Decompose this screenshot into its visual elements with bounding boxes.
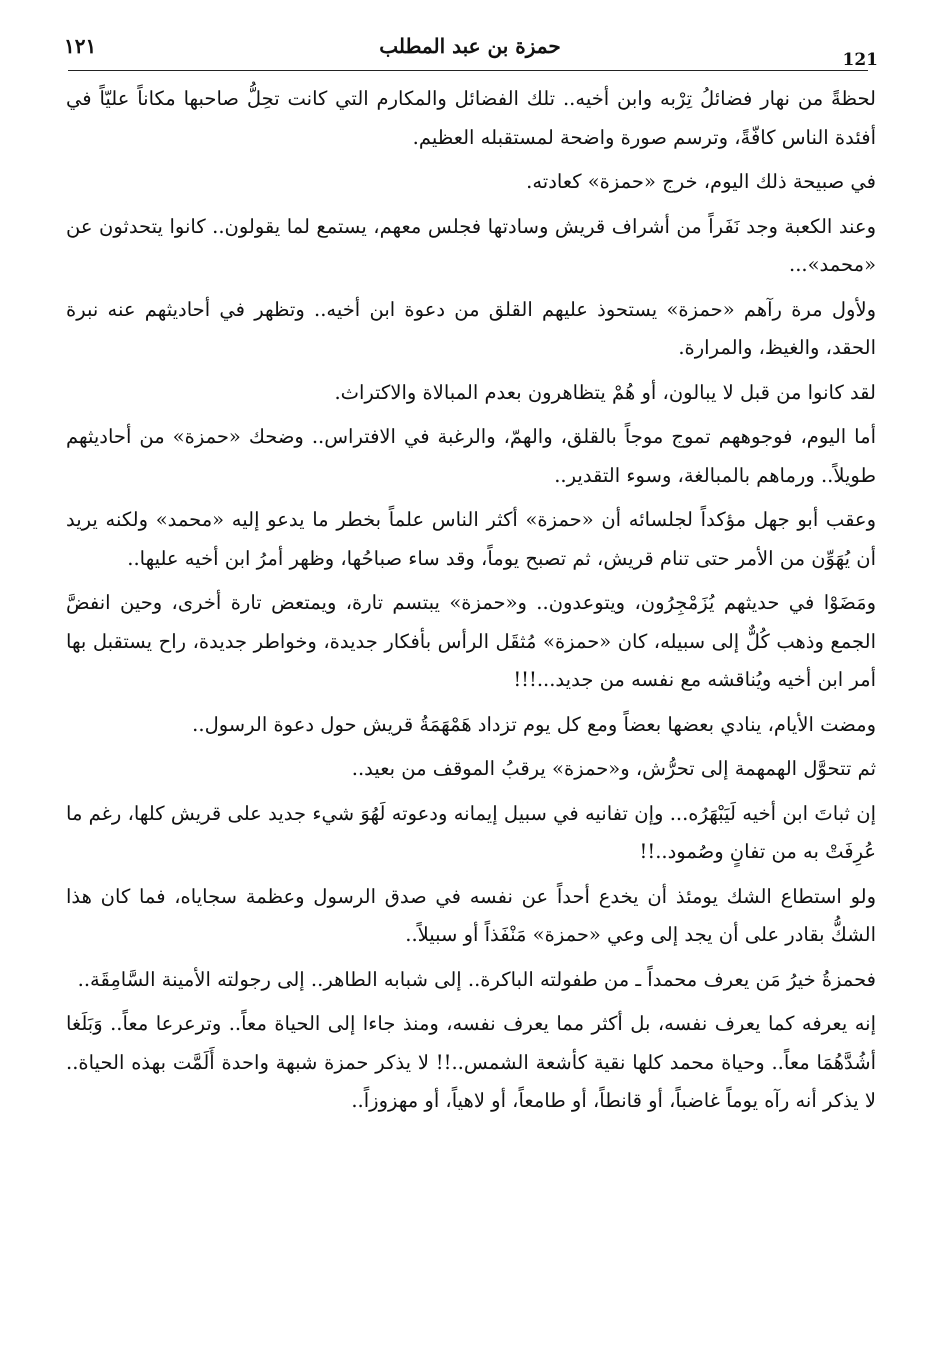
paragraph: ولأول مرة رآهم «حمزة» يستحوذ عليهم القلق من دعوة ابن أخيه.. وتظهر في أحاديثهم عنه نبرة الحقد، والغيظ، والمرارة. [66,297,876,359]
arabic-page-number: ١٢١ [64,34,97,58]
body-text [66,80,876,1310]
page-header [60,30,880,70]
paragraph: أما اليوم، فوجوههم تموج موجاً بالقلق، والهمّ، والرغبة في الافتراس.. وضحك «حمزة» من أحاديثهم طويلاً.. ورماهم بالمبالغة، وسوء التقدير.. [66,425,876,487]
paragraph: لقد كانوا من قبل لا يبالون، أو هُمْ يتظاهرون بعدم المبالاة والاكتراث. [334,380,876,404]
header-rule [68,70,868,71]
paragraph: ومضت الأيام، ينادي بعضها بعضاً ومع كل يوم تزداد هَمْهَمَةُ قريش حول دعوة الرسول.. [192,712,876,736]
paragraph: ومَضَوْا في حديثهم يُزَمْجِرُون، ويتوعدون.. و«حمزة» يبتسم تارة، ويمتعض تارة أخرى، وحين انفضَّ الجمع وذهب كُلٌّ إلى سبيله، كان «حمزة» مُثقَل الرأس بأفكار جديدة، وخواطر جديدة، راح يستقبل بها أمر ابن أخيه ويُناقشه مع نفسه من جديد...!!! [66,591,876,691]
paragraph: ثم تتحوَّل الهمهمة إلى تحرُّش، و«حمزة» يرقبُ الموقف من بعيد.. [351,757,876,780]
paragraph: إن ثباتَ ابن أخيه لَيَبْهَرُه... وإن تفانيه في سبيل إيمانه ودعوته لَهُوَ شيء جديد على قريش كلها، رغم ما عُرِفَتْ به من تفانٍ وصُمود..!! [66,801,876,863]
paragraph: في صبيحة ذلك اليوم، خرج «حمزة» كعادته. [526,170,876,193]
paragraph: لحظةً من نهار فضائلُ تِرْبه وابن أخيه.. تلك الفضائل والمكارم التي كانت تحِلُّ صاحبها مكاناً عليّاً في أفئدة الناس كافّةً، وترسم صورة واضحة لمستقبله العظيم. [66,87,876,149]
running-title: حمزة بن عبد المطلب [379,34,561,58]
paragraph: وعقب أبو جهل مؤكداً لجلسائه أن «حمزة» أكثر الناس علماً بخطر ما يدعو إليه «محمد» ولكنه يريد أن يُهَوِّن من الأمر حتى تنام قريش، ثم تصبح يوماً، وقد ساء صباحُها، وظهر أمرُ ابن أخيه عليها.. [66,508,876,570]
paragraph: ولو استطاع الشك يومئذ أن يخدع أحداً عن نفسه في صدق الرسول وعظمة سجاياه، فما كان هذا الشكُّ بقادر على أن يجد إلى وعي «حمزة» مَنْفَذاً أو سبيلاً.. [66,884,876,946]
paragraph: فحمزةُ خيرُ مَن يعرف محمداً ـ من طفولته الباكرة.. إلى شبابه الطاهر.. إلى رجولته الأمينة السَّامِقَة.. [77,967,876,991]
latin-page-number: 121 [842,50,878,70]
paragraph: إنه يعرفه كما يعرف نفسه، بل أكثر مما يعرف نفسه، ومنذ جاءا إلى الحياة معاً.. وترعرعا معاً.. وَبَلَغا أشُدَّهُمَا معاً.. وحياة محمد كلها نقية كأشعة الشمس..!! لا يذكر حمزة شبهة واحدة أَلَمَّت بهذه الحياة.. لا يذكر أنه رآه يوماً غاضباً، أو قانطاً، أو طامعاً، أو لاهياً، أو مهزوزاً.. [66,1012,876,1112]
paragraph: وعند الكعبة وجد نَفَراً من أشراف قريش وسادتها فجلس معهم، يستمع لما يقولون.. كانوا يتحدثون عن «محمد»... [66,214,876,276]
